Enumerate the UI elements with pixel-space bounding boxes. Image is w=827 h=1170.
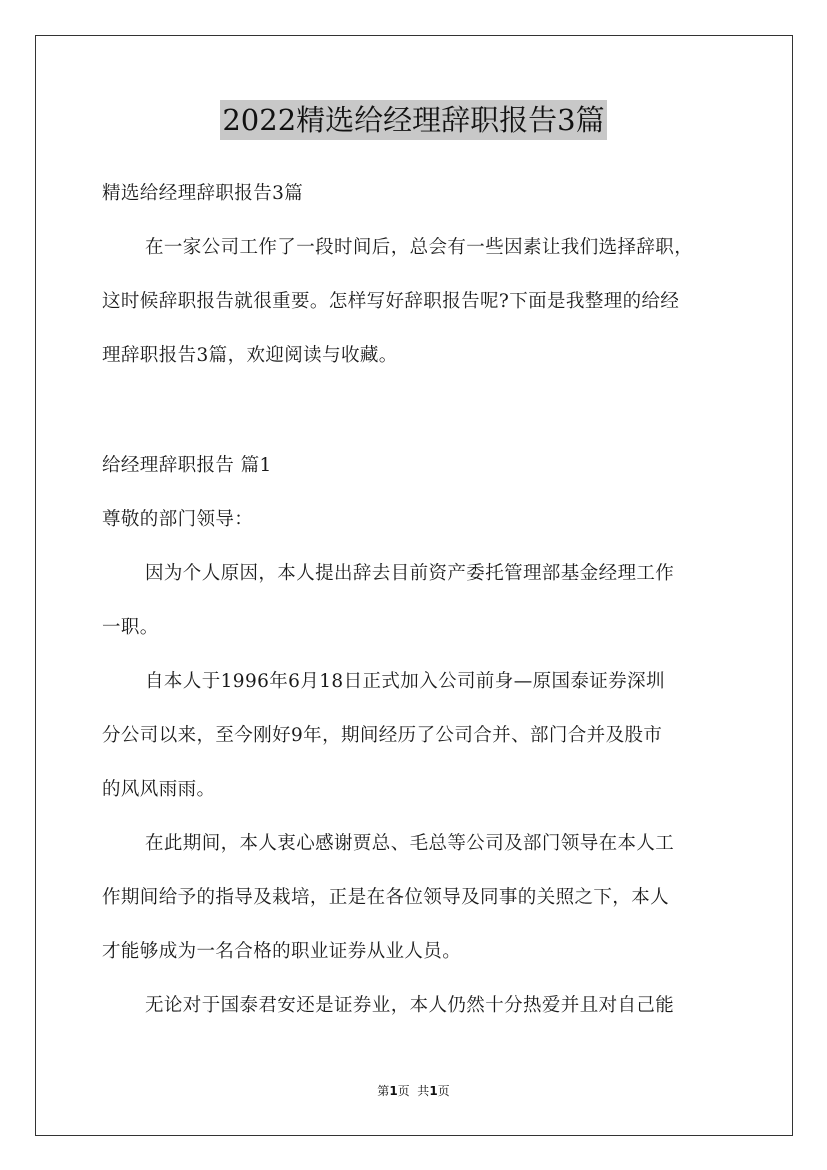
footer-page-prefix: 第 xyxy=(377,1084,390,1098)
body-line-3: 自本人于1996年6月18日正式加入公司前身—原国泰证券深圳 xyxy=(145,671,665,692)
intro-line-3: 理辞职报告3篇，欢迎阅读与收藏。 xyxy=(102,345,398,366)
body-line-6: 在此期间，本人衷心感谢贾总、毛总等公司及部门领导在本人工 xyxy=(145,833,675,854)
footer-page-current: 1 xyxy=(389,1084,398,1098)
footer-page-total: 1 xyxy=(429,1084,438,1098)
intro-line-1: 在一家公司工作了一段时间后，总会有一些因素让我们选择辞职， xyxy=(145,237,694,258)
document-subtitle: 精选给经理辞职报告3篇 xyxy=(102,183,304,204)
body-line-9: 无论对于国泰君安还是证券业，本人仍然十分热爱并且对自己能 xyxy=(145,995,675,1016)
footer-page-suffix: 页 xyxy=(437,1084,450,1098)
body-line-2: 一职。 xyxy=(102,617,159,638)
intro-line-2: 这时候辞职报告就很重要。怎样写好辞职报告呢?下面是我整理的给经 xyxy=(102,291,680,312)
body-line-7: 作期间给予的指导及栽培，正是在各位领导及同事的关照之下，本人 xyxy=(102,887,670,908)
footer-page-mid: 页 共 xyxy=(397,1084,430,1098)
document-title: 2022精选给经理辞职报告3篇 xyxy=(220,100,606,140)
section-heading: 给经理辞职报告 篇1 xyxy=(102,455,272,476)
body-line-1: 因为个人原因，本人提出辞去目前资产委托管理部基金经理工作 xyxy=(145,563,675,584)
body-line-8: 才能够成为一名合格的职业证券从业人员。 xyxy=(102,941,462,962)
page-footer xyxy=(0,1082,827,1099)
body-line-4: 分公司以来，至今刚好9年，期间经历了公司合并、部门合并及股市 xyxy=(102,725,663,746)
salutation: 尊敬的部门领导： xyxy=(102,509,254,530)
title-block xyxy=(0,100,827,140)
body-line-5: 的风风雨雨。 xyxy=(102,779,216,800)
